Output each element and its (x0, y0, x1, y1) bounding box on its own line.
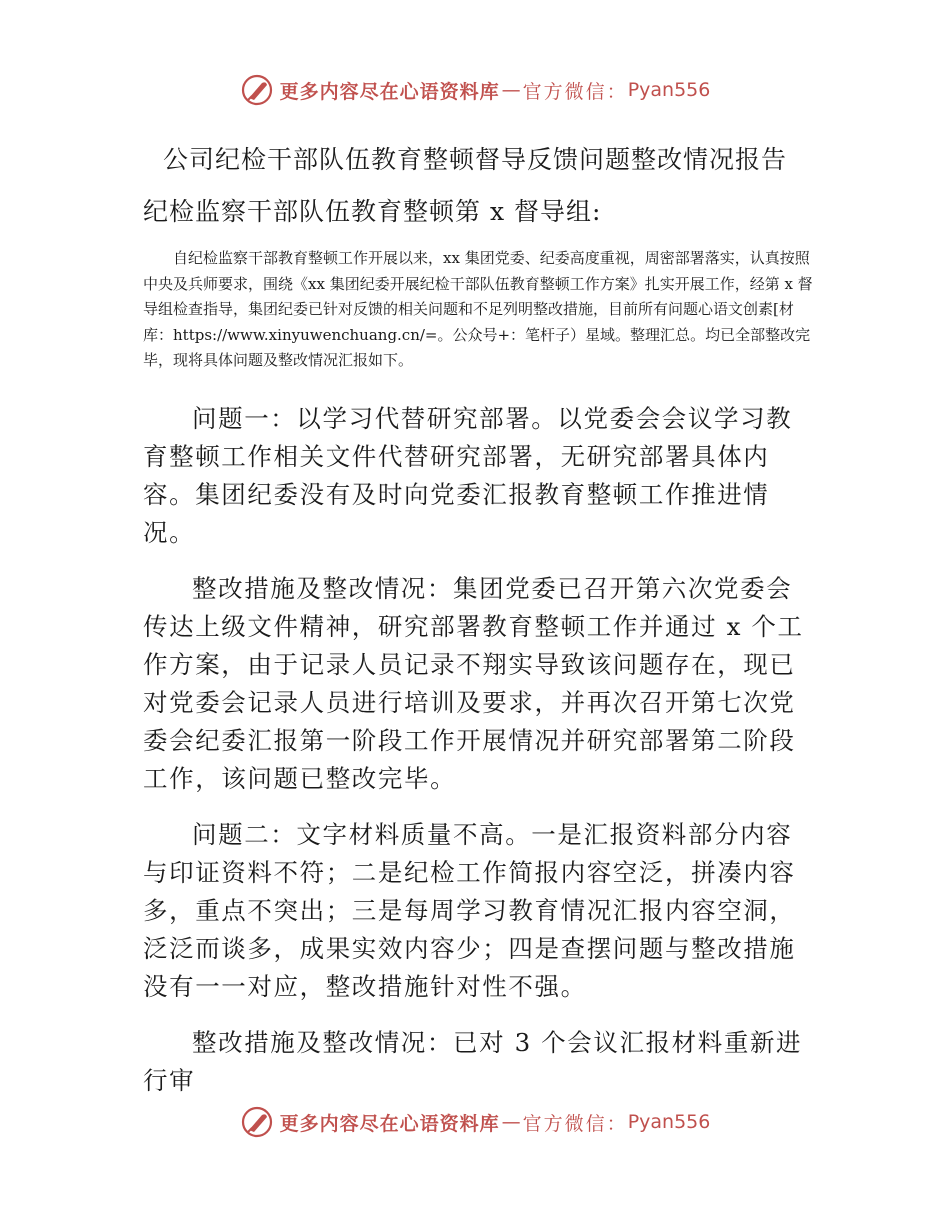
banner-wechat-id: Pyan556 (627, 79, 711, 101)
quill-logo-icon (240, 73, 274, 107)
intro-block (143, 246, 813, 374)
document-title: 公司纪检干部队伍教育整顿督导反馈问题整改情况报告 (162, 145, 787, 174)
intro-paragraph: 自纪检监察干部教育整顿工作开展以来，xx 集团党委、纪委高度重视，周密部署落实，认真按照中央及兵师要求，围绕《xx 集团纪委开展纪检干部队伍教育整顿工作方案》扎实开展工作，经第 x 督导组检查指导，集团纪委已针对反馈的相关问题和不足列明整改措施，目前所有问题心语文创素[材库：https://www.xinyuwenchuang.cn/=。公众号+：笔杆子）星域。整理汇总。均已全部整改完毕，现将具体问题及整改情况汇报如下。 (143, 249, 813, 369)
footer-watermark-banner (0, 1102, 950, 1142)
document-salutation: 纪检监察干部队伍教育整顿第 x 督导组: (143, 197, 602, 226)
banner-wechat-label: 官方微信： (522, 1112, 628, 1135)
issue-one-rectification-paragraph: 整改措施及整改情况：集团党委已召开第六次党委会传达上级文件精神，研究部署教育整顿工作并通过 x 个工作方案，由于记录人员记录不翔实导致该问题存在，现已对党委会记录人员进行培训及要求，并再次召开第七次党委会纪委汇报第一阶段工作开展情况并研究部署第二阶段工作，该问题已整改完毕。 (143, 574, 804, 793)
quill-logo-icon (240, 1105, 274, 1139)
issue-two-rectification-paragraph: 整改措施及整改情况：已对 3 个会议汇报材料重新进行审 (143, 1028, 803, 1095)
body-content (143, 400, 811, 1118)
banner-wechat-label: 官方微信： (522, 80, 628, 103)
banner-wechat-id: Pyan556 (627, 1111, 711, 1133)
banner-brand-text: 更多内容尽在心语资料库 (279, 1112, 500, 1135)
banner-dash: — (501, 1111, 521, 1133)
banner-dash: — (501, 79, 521, 101)
issue-two-paragraph: 问题二：文字材料质量不高。一是汇报资料部分内容与印证资料不符；二是纪检工作简报内容空泛，拼凑内容多，重点不突出；三是每周学习教育情况汇报内容空洞，泛泛而谈多，成果实效内容少；四是查摆问题与整改措施没有一一对应，整改措施针对性不强。 (143, 820, 796, 1001)
issue-one-paragraph: 问题一：以学习代替研究部署。以党委会会议学习教育整顿工作相关文件代替研究部署，无研究部署具体内容。集团纪委没有及时向党委汇报教育整顿工作推进情况。 (143, 404, 793, 547)
header-watermark-banner (0, 70, 950, 110)
banner-brand-text: 更多内容尽在心语资料库 (279, 80, 500, 103)
